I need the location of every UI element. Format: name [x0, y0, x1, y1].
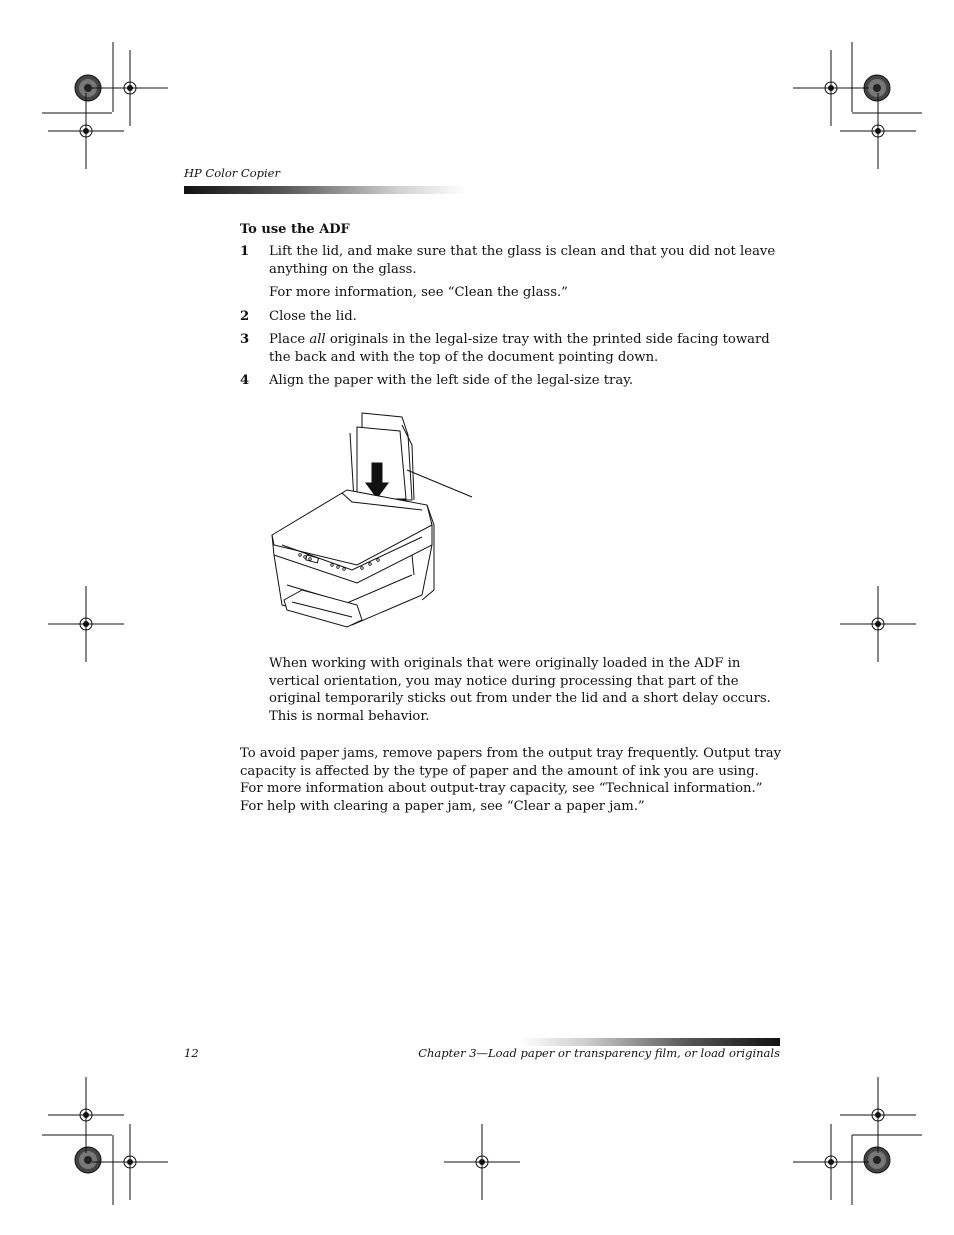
- note-paragraph: When working with originals that were originally loaded in the ADF in vertical orientation, you may notice during processing that part of the original temporarily sticks out from under the lid and a short delay occurs. This is normal behavior.: [269, 656, 771, 724]
- step-number: 1: [240, 244, 250, 259]
- step-text: Close the lid.: [269, 309, 357, 324]
- step-text-part: originals in the legal-size tray with the printed side facing toward the back and with the top of the document pointing down.: [269, 332, 770, 365]
- footer-gradient-bar: [520, 1038, 780, 1046]
- step-number: 3: [240, 332, 250, 347]
- header-gradient-bar: [184, 186, 466, 194]
- copier-with-adf-illustration: [262, 405, 482, 630]
- step-2: [240, 308, 780, 326]
- step-text-part: Place: [269, 332, 310, 347]
- body-paragraph: To avoid paper jams, remove papers from the output tray frequently. Output tray capacity is affected by the type of paper and the amount of ink you are using. For more information about output-tray capacity, see “Technical information.” For help with clearing a paper jam, see “Clear a paper jam.”: [240, 746, 782, 814]
- page-number: 12: [184, 1046, 199, 1060]
- step-1: [240, 243, 780, 278]
- step-number: 2: [240, 309, 250, 324]
- step-text: Lift the lid, and make sure that the glass is clean and that you did not leave anything on the glass.: [269, 244, 776, 277]
- running-header: HP Color Copier: [184, 166, 280, 180]
- step-4: [240, 372, 780, 390]
- step-text: For more information, see “Clean the glass.”: [269, 285, 568, 300]
- step-text-emphasis: all: [309, 332, 326, 347]
- step-3: [240, 331, 780, 366]
- step-1-note: [240, 284, 780, 302]
- step-text: [269, 331, 780, 366]
- step-number: 4: [240, 373, 250, 388]
- chapter-title: Chapter 3—Load paper or transparency film, or load originals: [418, 1046, 780, 1060]
- step-text: Align the paper with the left side of the legal-size tray.: [269, 373, 634, 388]
- section-title: To use the ADF: [240, 222, 350, 237]
